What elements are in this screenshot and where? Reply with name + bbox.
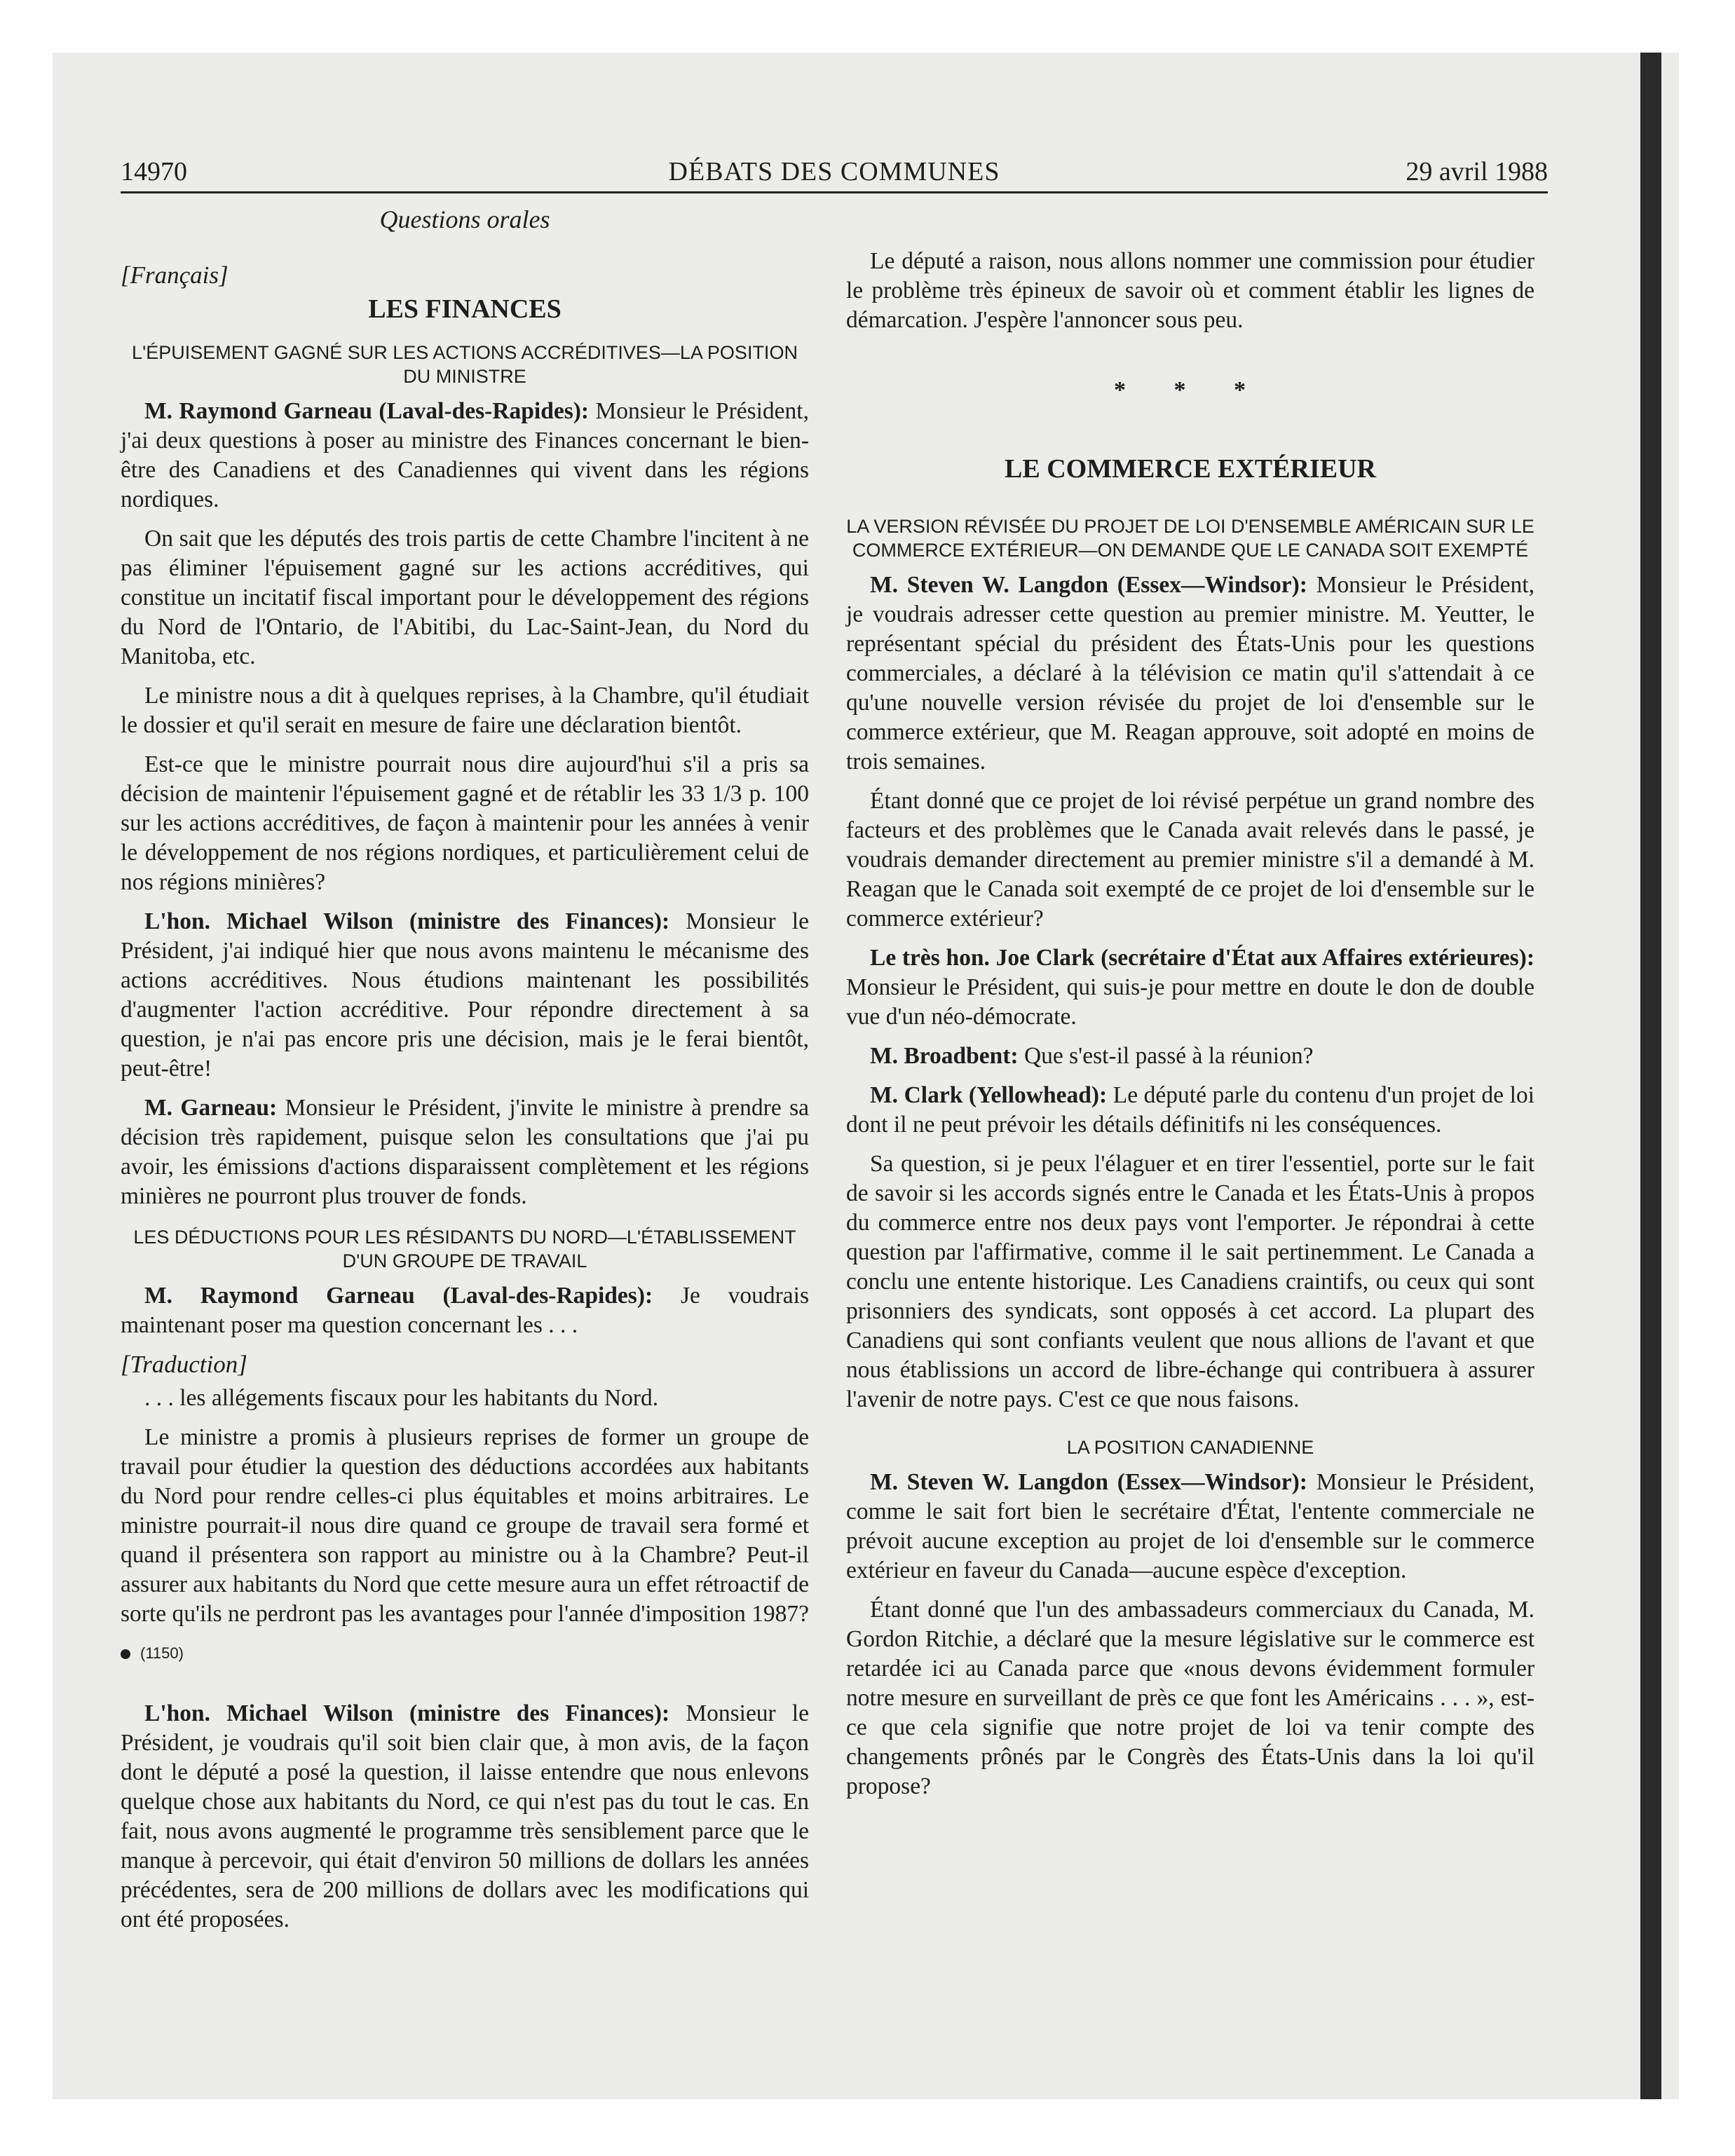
bullet-icon <box>121 1649 130 1659</box>
paragraph-text: Je voudrais maintenant poser ma question concernant les . . . <box>121 1283 809 1338</box>
page-number: 14970 <box>121 157 187 186</box>
paragraph <box>121 1093 809 1211</box>
subtopic-heading: L'ÉPUISEMENT GAGNÉ SUR LES ACTIONS ACCRÉDITIVES—LA POSITION DU MINISTRE <box>132 342 798 387</box>
subtopic-heading: LA POSITION CANADIENNE <box>1066 1437 1314 1458</box>
section-title: Questions orales <box>379 205 550 233</box>
right-column <box>846 247 1535 1811</box>
paragraph-text: Que s'est-il passé à la réunion? <box>1018 1043 1314 1069</box>
speaker: M. Garneau: <box>144 1095 278 1121</box>
page-header <box>121 158 1548 193</box>
paragraph-text: Monsieur le Président, je voudrais adresser cette question au premier ministre. M. Yeutter, le représentant spécial du président des États-Unis pour les questions commerciales, a déclaré à la télévision ce matin qu'il s'attendait à ce qu'une nouvelle version révisée du projet de loi d'ensemble sur le commerce extérieur, que M. Reagan approuve, soit adopté en moins de trois semaines. <box>846 572 1535 775</box>
speaker: M. Raymond Garneau (Laval-des-Rapides): <box>144 398 590 424</box>
paragraph: Le député a raison, nous allons nommer une commission pour étudier le problème très épineux de savoir où et comment établir les lignes de démarcation. J'espère l'annoncer sous peu. <box>846 248 1535 333</box>
topic-heading: LE COMMERCE EXTÉRIEUR <box>1005 454 1376 484</box>
paragraph <box>121 1281 809 1340</box>
paragraph: Sa question, si je peux l'élaguer et en tirer l'essentiel, porte sur le fait de savoir si les accords signés entre le Canada et les États-Unis à propos du commerce entre nos deux pays vont l'emporter. Je répondrai à cette question par l'affirmative, comme il le sait pertinemment. Le Canada a conclu une entente historique. Les Canadiens craintifs, ou ceux qui sont prisonniers des syndicats, sont opposés à cet accord. La plupart des Canadiens qui sont confiants veulent que nous allions de l'avant et que nous établissions un accord de libre-échange qui contribuera à assurer l'avenir de notre pays. C'est ce que nous faisons. <box>846 1151 1535 1412</box>
speaker: M. Clark (Yellowhead): <box>870 1082 1108 1108</box>
speaker: M. Steven W. Langdon (Essex—Windsor): <box>870 1469 1307 1495</box>
time-marker <box>121 1639 809 1668</box>
speaker: M. Raymond Garneau (Laval-des-Rapides): <box>144 1283 653 1309</box>
paragraph <box>121 397 809 514</box>
speaker: M. Steven W. Langdon (Essex—Windsor): <box>870 572 1307 598</box>
paragraph <box>846 1042 1535 1071</box>
paragraph-text: Monsieur le Président, comme le sait fort bien le secrétaire d'État, l'entente commerciale ne prévoit aucune exception au projet de loi d'ensemble sur le commerce extérieur en faveur du Canada—aucune espèce d'exception. <box>846 1469 1535 1583</box>
paragraph-text: Monsieur le Président, j'invite le ministre à prendre sa décision très rapidement, puisque selon les consultations que j'ai pu avoir, les émissions d'actions disparaissent complètement et les régions minières ne pourront plus trouver de fonds. <box>121 1095 809 1209</box>
paragraph <box>846 943 1535 1032</box>
speaker: L'hon. Michael Wilson (ministre des Finances): <box>144 908 670 934</box>
speaker: L'hon. Michael Wilson (ministre des Finances): <box>144 1700 670 1726</box>
subtopic-heading: LA VERSION RÉVISÉE DU PROJET DE LOI D'ENSEMBLE AMÉRICAIN SUR LE COMMERCE EXTÉRIEUR—ON DEMANDE QUE LE CANADA SOIT EXEMPTÉ <box>846 516 1535 561</box>
subtopic-heading: LES DÉDUCTIONS POUR LES RÉSIDANTS DU NORD—L'ÉTABLISSEMENT D'UN GROUPE DE TRAVAIL <box>133 1227 796 1271</box>
paragraph: Étant donné que ce projet de loi révisé perpétue un grand nombre des facteurs et des problèmes que le Canada avait relevés dans le passé, je voudrais demander directement au premier ministre s'il a demandé à M. Reagan que le Canada soit exempté de ce projet de loi d'ensemble sur le commerce extérieur? <box>846 788 1535 932</box>
paragraph <box>121 1699 809 1935</box>
paragraph <box>846 571 1535 777</box>
paragraph: Le ministre a promis à plusieurs reprises de former un groupe de travail pour étudier la question des déductions accordées aux habitants du Nord pour rendre celles-ci plus équitables et moins arbitraires. Le ministre pourrait-il nous dire quand ce groupe de travail sera formé et quand il présentera son rapport au ministre ou à la Chambre? Peut-il assurer aux habitants du Nord que cette mesure aura un effet rétroactif de sorte qu'ils ne perdront pas les avantages pour l'année d'imposition 1987? <box>121 1424 809 1627</box>
paragraph-text: Le député parle du contenu d'un projet de loi dont il ne peut prévoir les détails définitifs ni les conséquences. <box>846 1082 1535 1138</box>
scan-edge <box>1640 53 1661 2099</box>
paragraph-text: Monsieur le Président, qui suis-je pour mettre en doute le don de double vue d'un néo-démocrate. <box>846 974 1535 1030</box>
paragraph-text: Monsieur le Président, j'ai indiqué hier que nous avons maintenu le mécanisme des actions accréditives. Nous étudions maintenant les possibilités d'augmenter l'action accréditive. Pour répondre directement à sa question, je n'ai pas encore pris une décision, mais je le ferai bientôt, peut-être! <box>121 908 809 1082</box>
topic-heading: LES FINANCES <box>368 294 562 324</box>
paragraph <box>121 907 809 1084</box>
paragraph <box>846 1468 1535 1585</box>
time-marker-text: (1150) <box>140 1644 184 1662</box>
language-marker: [Traduction] <box>121 1351 247 1378</box>
paragraph: Étant donné que l'un des ambassadeurs commerciaux du Canada, M. Gordon Ritchie, a déclaré que la mesure législative sur le commerce est retardée ici au Canada parce que «nous devons évidemment formuler notre mesure en surveillant de près ce que font les Américains . . . », est-ce que cela signifie que notre projet de loi va tenir compte des changements prônés par le Congrès des États-Unis dans la loi qu'il propose? <box>846 1597 1535 1799</box>
language-marker: [Français] <box>121 261 229 289</box>
paragraph: Est-ce que le ministre pourrait nous dire aujourd'hui s'il a pris sa décision de maintenir l'épuisement gagné et de rétablir les 33 1/3 p. 100 sur les actions accréditives, de façon à maintenir pour les années à venir le développement de nos régions nordiques, et particulièrement celui de nos régions minières? <box>121 751 809 895</box>
left-column <box>121 205 809 1944</box>
paragraph-text: Monsieur le Président, j'ai deux questions à poser au ministre des Finances concernant le bien-être des Canadiens et des Canadiennes qui vivent dans les régions nordiques. <box>121 398 809 512</box>
speaker: Le très hon. Joe Clark (secrétaire d'État aux Affaires extérieures): <box>870 945 1535 971</box>
page-date: 29 avril 1988 <box>1406 157 1548 186</box>
section-separator: * * * <box>1114 377 1267 403</box>
paragraph-text: Monsieur le Président, je voudrais qu'il soit bien clair que, à mon avis, de la façon dont le député a posé la question, il laisse entendre que nous enlevons quelque chose aux habitants du Nord, ce qui n'est pas du tout le cas. En fait, nous avons augmenté le programme très sensiblement parce que le manque à percevoir, qui était d'environ 50 millions de dollars les années précédentes, sera de 200 millions de dollars avec les modifications qui ont été proposées. <box>121 1700 809 1932</box>
publication-title: DÉBATS DES COMMUNES <box>668 157 1000 186</box>
paragraph: On sait que les députés des trois partis de cette Chambre l'incitent à ne pas éliminer l'épuisement gagné sur les actions accréditives, qui constitue un incitatif fiscal important pour le développement des régions du Nord de l'Ontario, de l'Abitibi, du Lac-Saint-Jean, du Nord du Manitoba, etc. <box>121 526 809 669</box>
paragraph: Le ministre nous a dit à quelques reprises, à la Chambre, qu'il étudiait le dossier et qu'il serait en mesure de faire une déclaration bientôt. <box>121 683 809 738</box>
paragraph: . . . les allégements fiscaux pour les habitants du Nord. <box>144 1385 659 1411</box>
speaker: M. Broadbent: <box>870 1043 1019 1069</box>
paragraph <box>846 1081 1535 1140</box>
